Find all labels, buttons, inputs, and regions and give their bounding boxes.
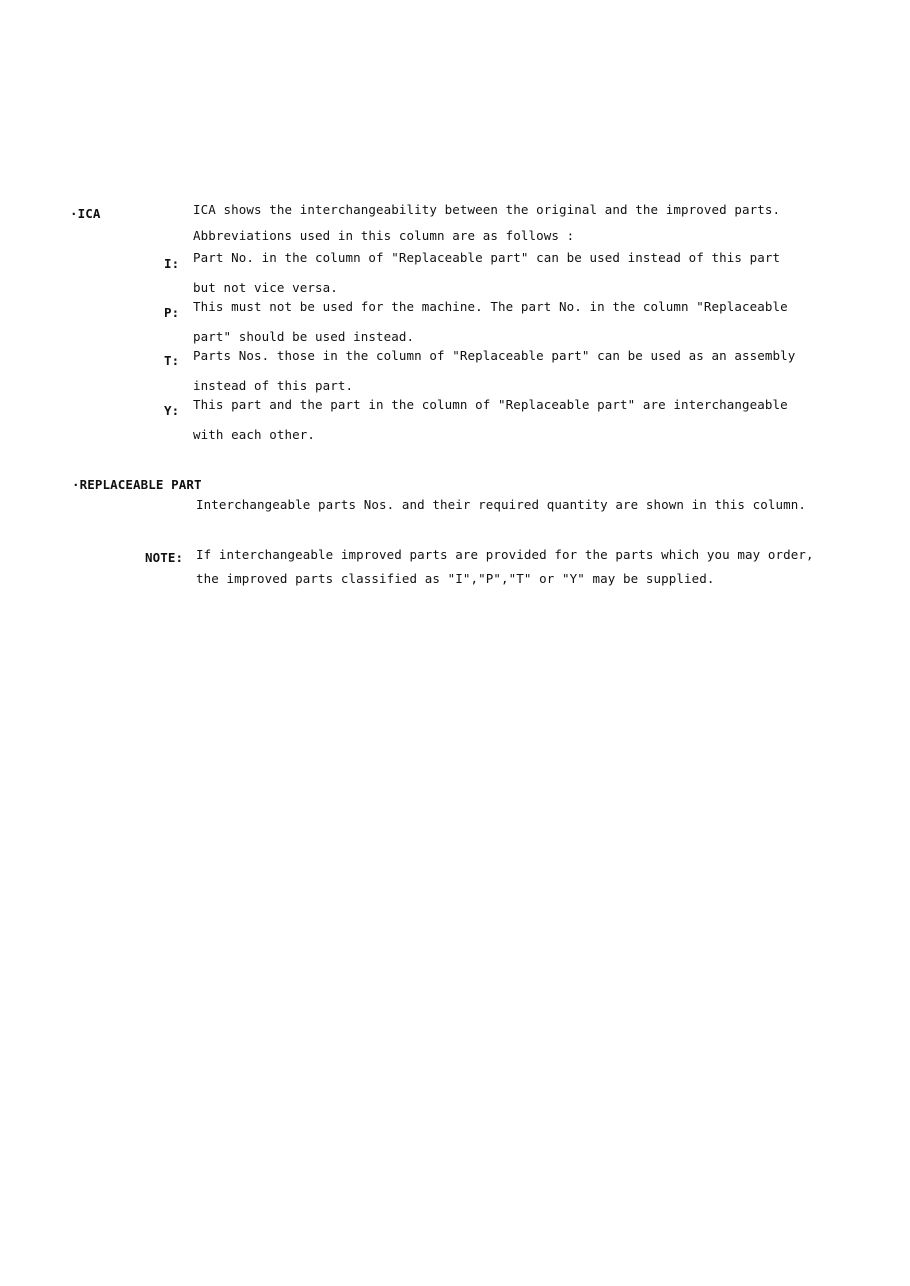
ica-item-y-line-2: with each other. — [193, 427, 316, 442]
ica-item-i-line-1: Part No. in the column of "Replaceable part" can be used instead of this part — [193, 250, 781, 265]
ica-code-p: P: — [164, 305, 180, 320]
note-line-2: the improved parts classified as "I","P","T" or "Y" may be supplied. — [196, 571, 715, 586]
ica-code-i: I: — [164, 256, 180, 271]
ica-label: ·ICA — [70, 206, 101, 221]
ica-item-t-line-2: instead of this part. — [193, 378, 354, 393]
ica-item-p-line-1: This must not be used for the machine. The part No. in the column "Replaceable — [193, 299, 788, 314]
note-line-1: If interchangeable improved parts are provided for the parts which you may order, — [196, 547, 814, 562]
ica-item-i-line-2: but not vice versa. — [193, 280, 338, 295]
ica-code-t: T: — [164, 353, 180, 368]
ica-item-p-line-2: part" should be used instead. — [193, 329, 415, 344]
ica-item-t-line-1: Parts Nos. those in the column of "Replaceable part" can be used as an assembly — [193, 348, 796, 363]
ica-intro-line-1: ICA shows the interchangeability between the original and the improved parts. — [193, 202, 781, 217]
ica-intro-line-2: Abbreviations used in this column are as follows : — [193, 228, 575, 243]
replaceable-part-label: ·REPLACEABLE PART — [72, 477, 202, 492]
note-label: NOTE: — [145, 550, 184, 565]
ica-item-y-line-1: This part and the part in the column of "Replaceable part" are interchangeable — [193, 397, 788, 412]
ica-code-y: Y: — [164, 403, 180, 418]
replaceable-part-text: Interchangeable parts Nos. and their required quantity are shown in this column. — [196, 497, 807, 512]
